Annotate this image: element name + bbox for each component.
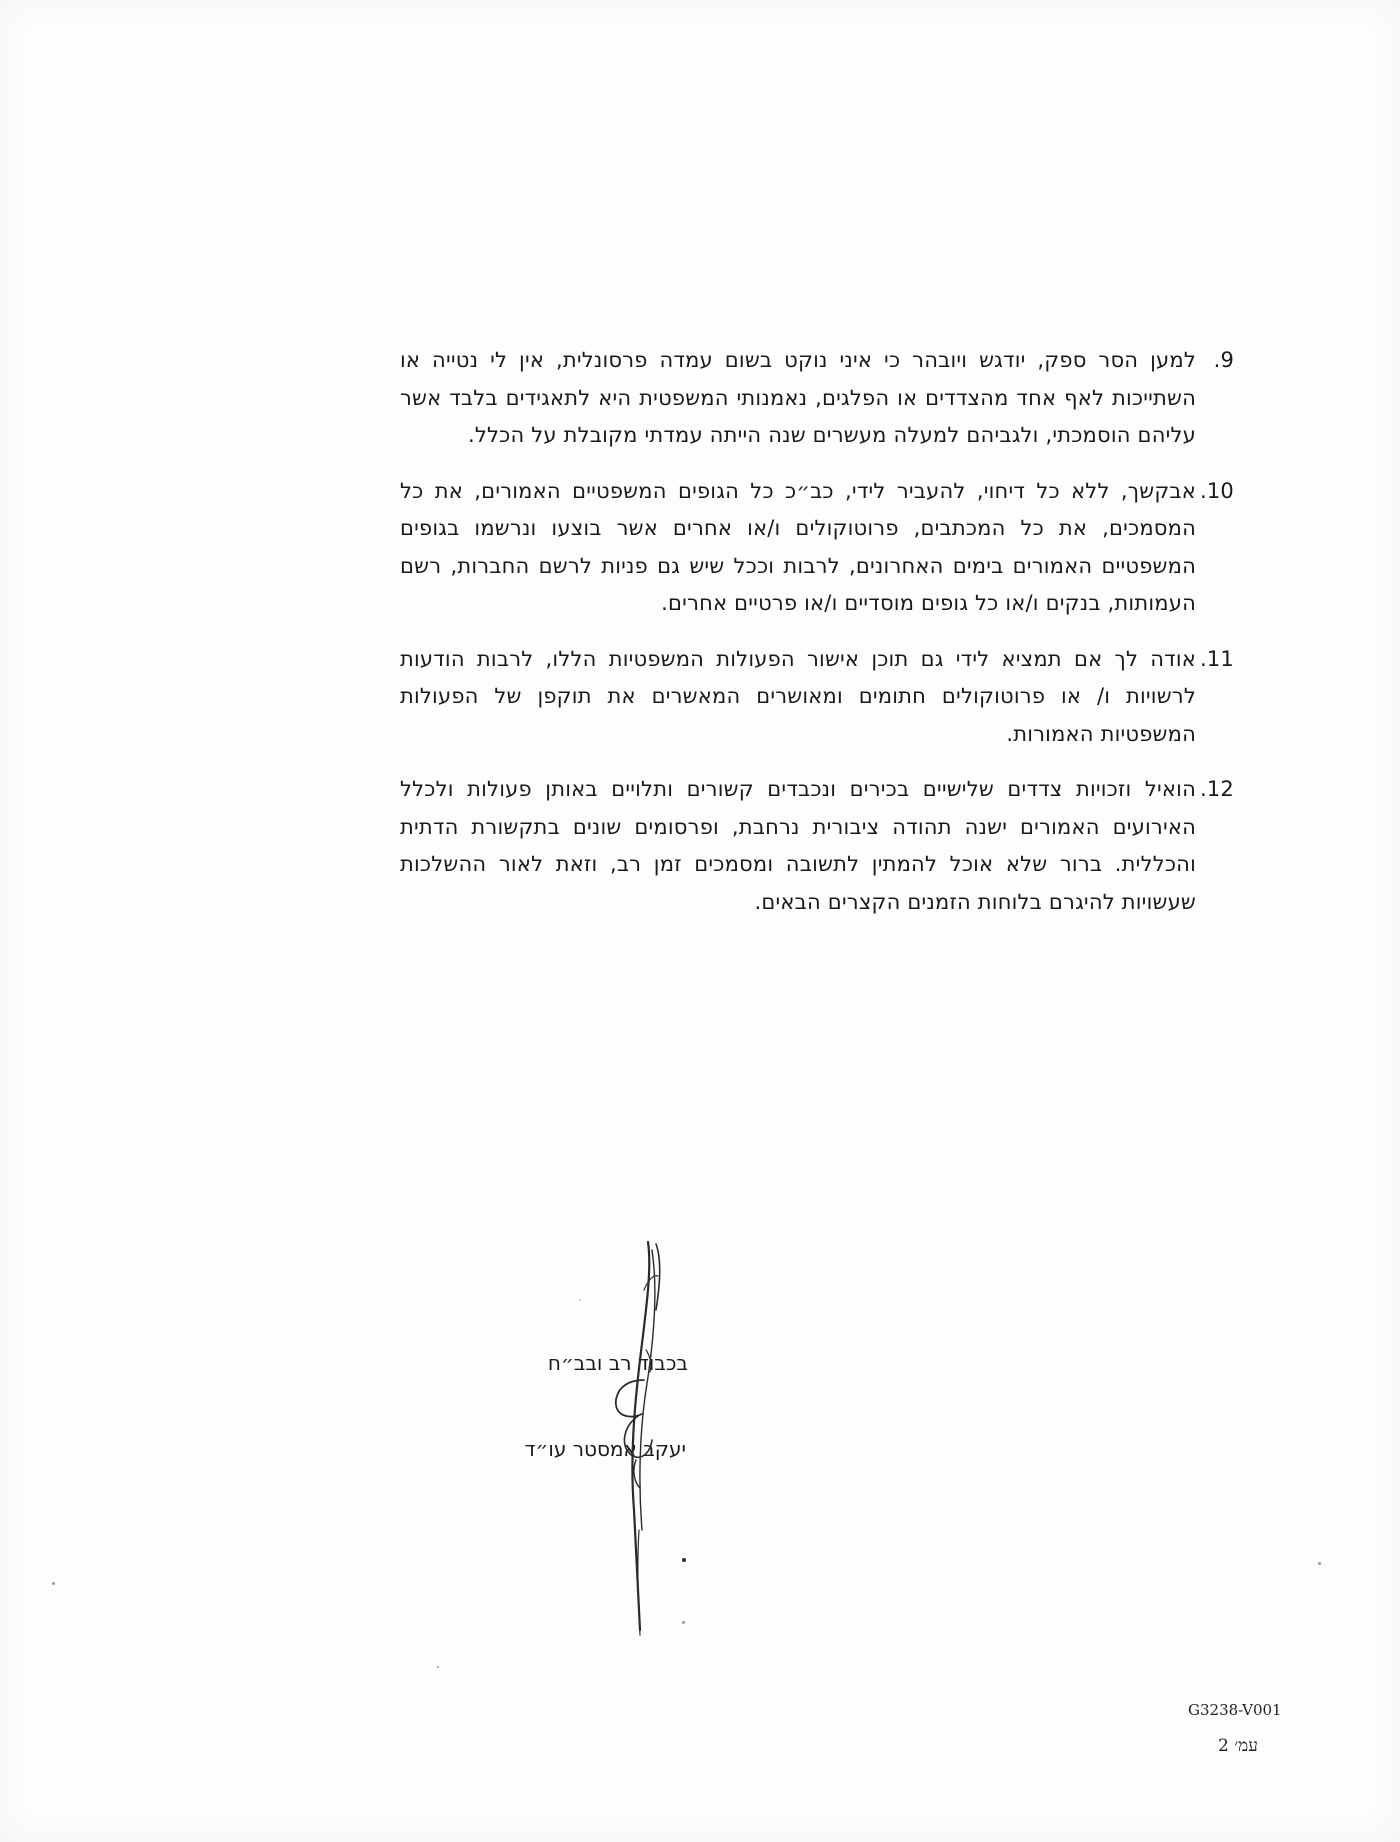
paragraph-number: .9 — [1213, 348, 1234, 372]
document-code: G3238-V001 — [1188, 1701, 1282, 1719]
closing-salutation: בכבוד רב ובב״ח — [547, 1351, 688, 1375]
paragraph-text: אודה לך אם תמציא לידי גם תוכן אישור הפעולות המשפטיות הללו, לרבות הודעות לרשויות ו/ או פרוטוקולים חתומים ומאושרים המאשרים את תוקפן של הפעולות המשפטיות האמורות. — [400, 646, 1196, 746]
paragraph-12 — [400, 771, 1234, 921]
paragraph-text: למען הסר ספק, יודגש ויובהר כי איני נוקט בשום עמדה פרסונלית, אין לי נטייה או השתייכות לאף אחד מהצדדים או הפלגים, נאמנותי המשפטית היא לתאגידים בלבד אשר עליהם הוסמכתי, ולגביהם למעלה מעשרים שנה הייתה עמדתי מקובלת על הכלל. — [400, 348, 1196, 447]
paragraph-number: .11 — [1200, 646, 1234, 671]
paragraph-number: .12 — [1200, 777, 1234, 801]
scan-speck — [682, 1621, 685, 1624]
paragraph-number: .10 — [1200, 478, 1234, 503]
paragraph-10 — [400, 473, 1234, 623]
page-number: עמ׳ 2 — [1218, 1736, 1258, 1756]
paragraph-text: אבקשך, ללא כל דיחוי, להעביר לידי, כב״כ כל הגופים המשפטיים האמורים, את כל המסמכים, את כל המכתבים, פרוטוקולים ו/או אחרים אשר בוצעו ונרשמו בגופים המשפטיים האמורים בימים האחרונים, לרבות וככל שיש גם פניות לרשם החברות, רשם העמותות, בנקים ו/או כל גופים מוסדיים ו/או פרטיים אחרים. — [400, 478, 1196, 615]
letter-body — [400, 342, 1234, 939]
sender-name: יעקב אמסטר עו״ד — [524, 1437, 686, 1461]
paragraph-9 — [400, 342, 1234, 455]
scan-speck — [52, 1582, 55, 1585]
paragraph-11 — [400, 641, 1234, 754]
scan-speck — [1318, 1562, 1321, 1565]
paragraph-text: הואיל וזכויות צדדים שלישיים בכירים ונכבדים קשורים ותלויים באותן פעולות ולכלל האירועים האמורים ישנה תהודה ציבורית נרחבת, ופרסומים שונים בתקשורת הדתית והכללית. ברור שלא אוכל להמתין לתשובה ומסמכים זמן רב, וזאת לאור ההשלכות שעשויות להיגרם בלוחות הזמנים הקצרים הבאים. — [400, 777, 1196, 914]
scan-speck — [437, 1666, 439, 1668]
